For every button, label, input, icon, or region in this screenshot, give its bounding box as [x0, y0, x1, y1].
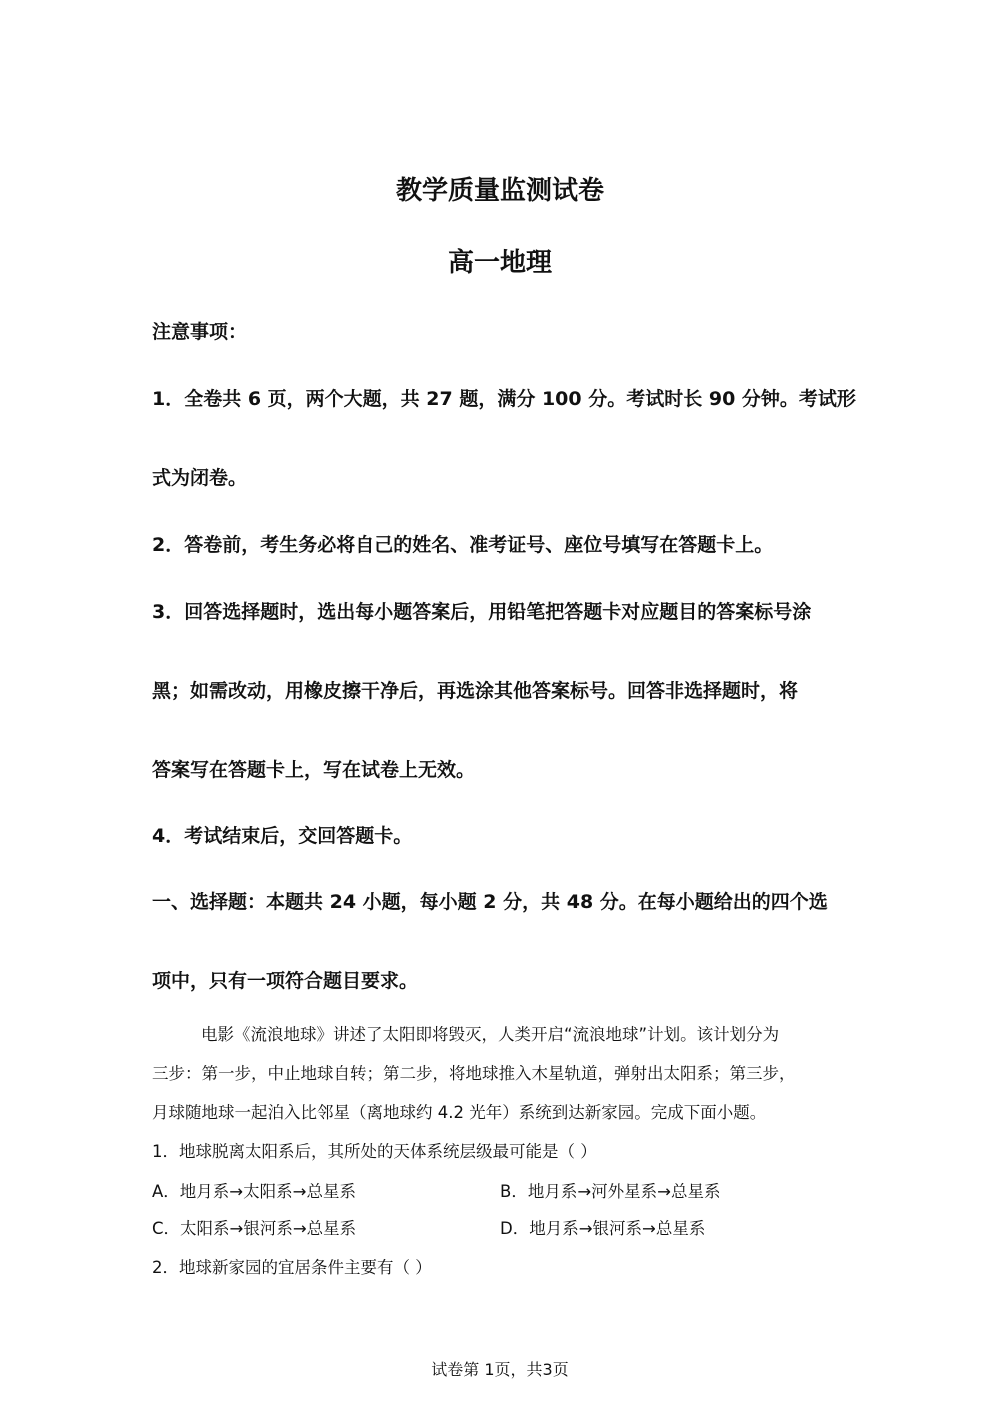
question-1-option-b: B．地月系→河外星系→总星系 [500, 1182, 721, 1201]
section-1-heading-line-2: 项中，只有一项符合题目要求。 [152, 970, 419, 992]
page-footer: 试卷第 1页，共3页 [431, 1360, 569, 1379]
passage-line-1: 电影《流浪地球》讲述了太阳即将毁灭，人类开启“流浪地球”计划。该计划分为 [201, 1025, 780, 1044]
question-1-stem: 1．地球脱离太阳系后，其所处的天体系统层级最可能是（ ） [152, 1142, 597, 1161]
exam-subject: 高一地理 [447, 248, 552, 278]
exam-title: 教学质量监测试卷 [395, 176, 604, 206]
notice-item-3-line-3: 答案写在答题卡上，写在试卷上无效。 [152, 759, 476, 781]
notice-item-3-line-1: 3．回答选择题时，选出每小题答案后，用铅笔把答题卡对应题目的答案标号涂 [152, 601, 812, 623]
notice-item-2: 2．答卷前，考生务必将自己的姓名、准考证号、座位号填写在答题卡上。 [152, 534, 774, 556]
question-2-stem: 2．地球新家园的宜居条件主要有（ ） [152, 1258, 432, 1277]
notice-item-4: 4．考试结束后，交回答题卡。 [152, 825, 413, 847]
question-1-option-c: C．太阳系→银河系→总星系 [152, 1219, 357, 1238]
passage-line-3: 月球随地球一起泊入比邻星（离地球约 4.2 光年）系统到达新家园。完成下面小题。 [152, 1103, 767, 1122]
notice-item-1-line-1: 1．全卷共 6 页，两个大题，共 27 题，满分 100 分。考试时长 90 分钟。考试形 [152, 388, 856, 410]
notice-item-1-line-2: 式为闭卷。 [152, 467, 248, 489]
question-1-option-d: D．地月系→银河系→总星系 [500, 1219, 706, 1238]
section-1-heading-line-1: 一、选择题：本题共 24 小题，每小题 2 分，共 48 分。在每小题给出的四个选 [152, 891, 828, 913]
passage-line-2: 三步：第一步，中止地球自转；第二步，将地球推入木星轨道，弹射出太阳系；第三步， [152, 1064, 796, 1083]
notice-item-3-line-2: 黑；如需改动，用橡皮擦干净后，再选涂其他答案标号。回答非选择题时，将 [152, 680, 799, 702]
question-1-option-a: A．地月系→太阳系→总星系 [152, 1182, 356, 1201]
notice-heading: 注意事项： [152, 321, 248, 343]
